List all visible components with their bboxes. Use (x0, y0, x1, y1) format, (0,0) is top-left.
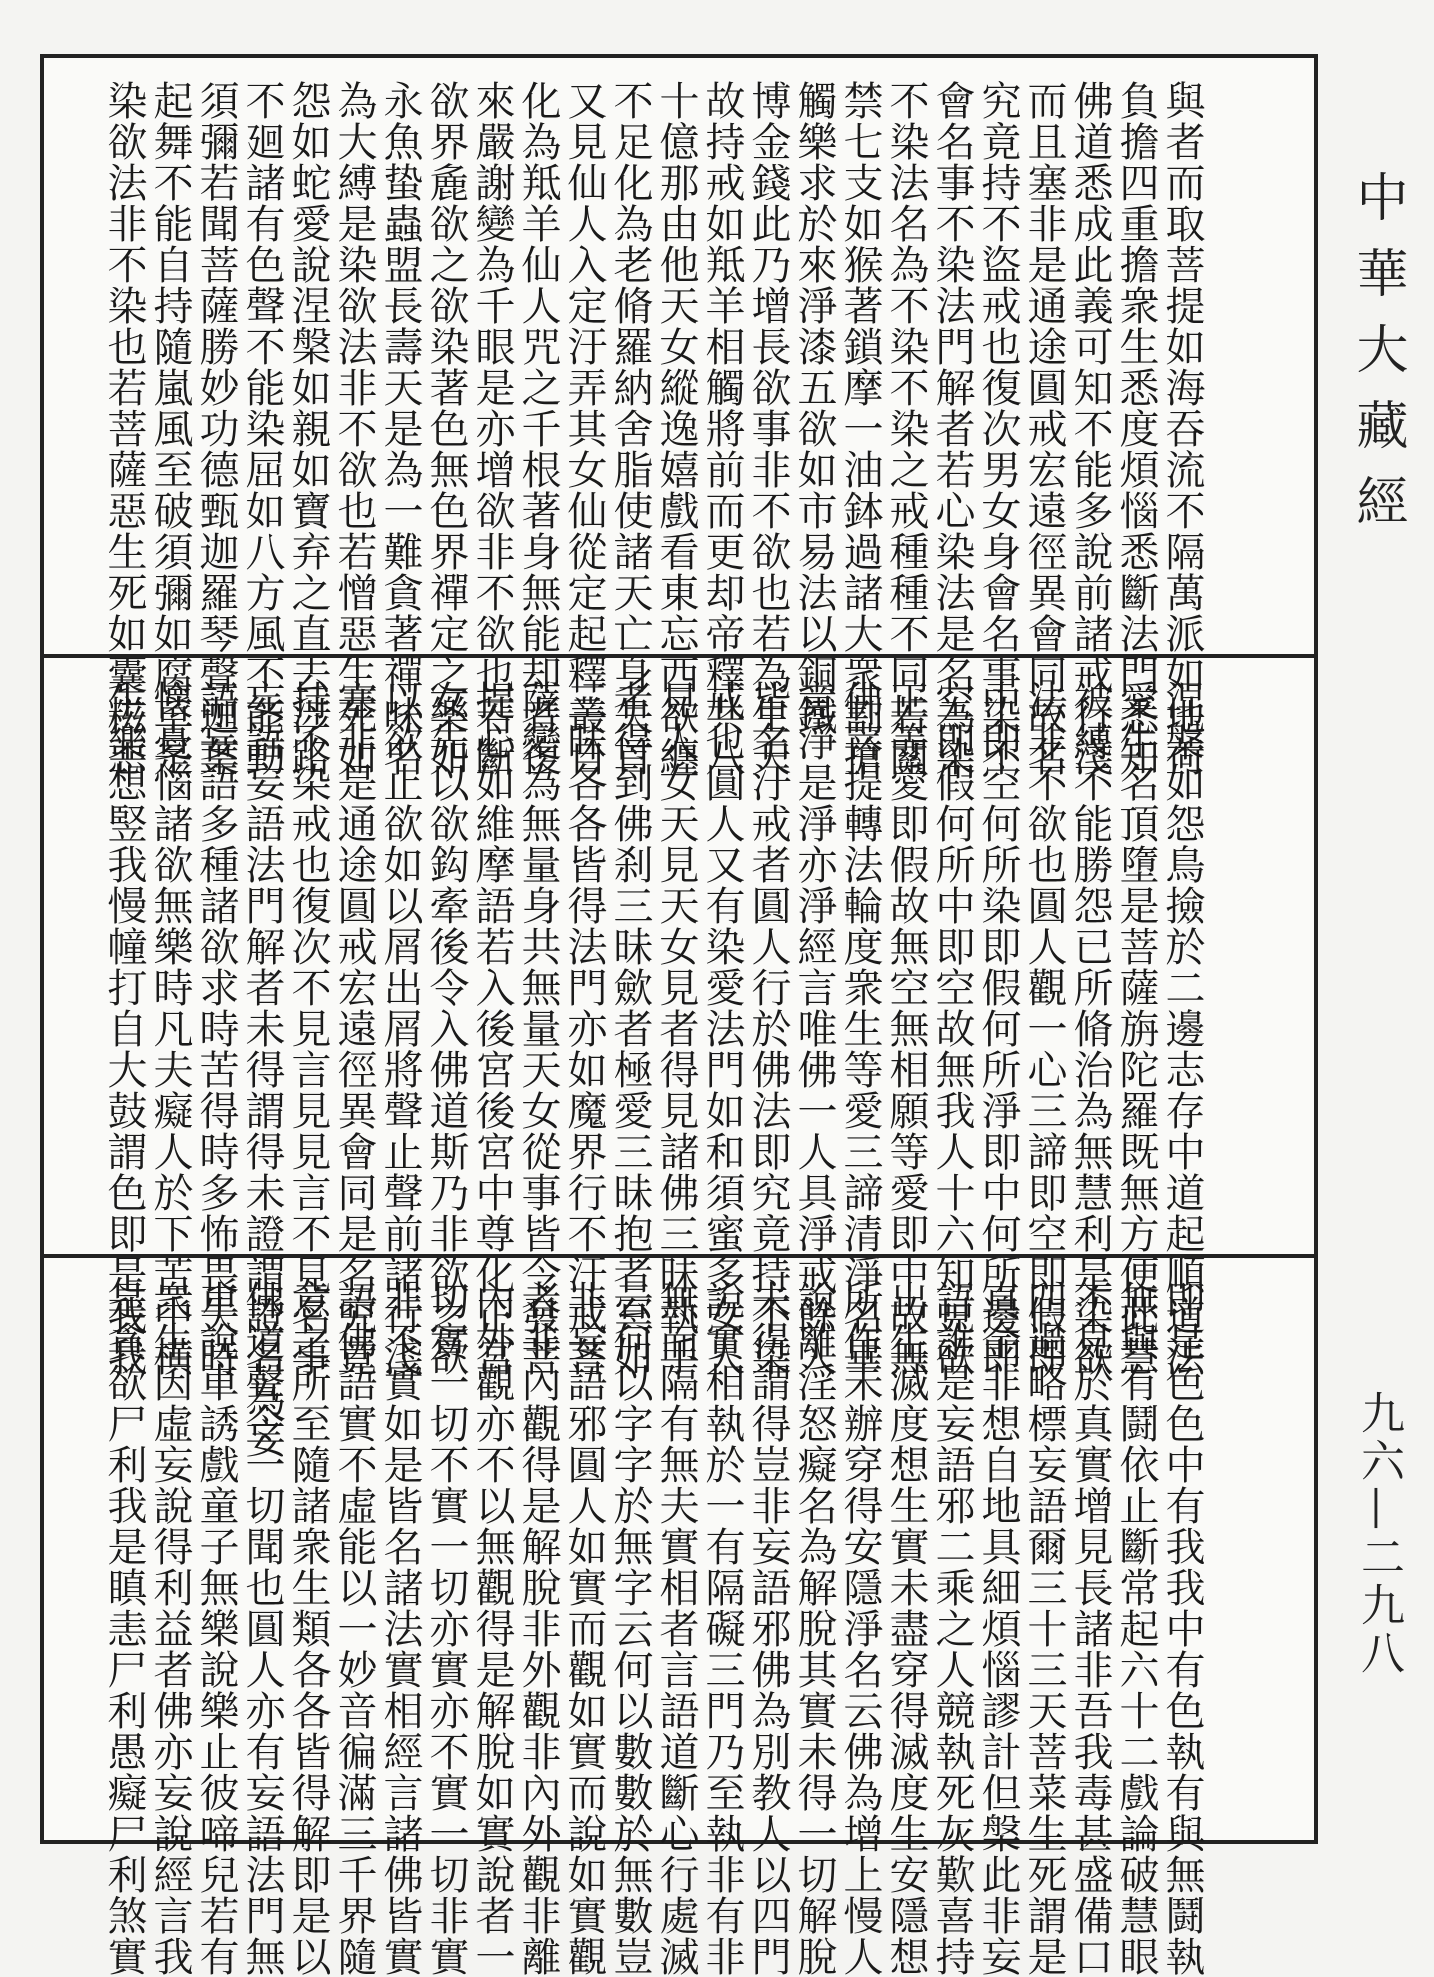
text-column: 內外觀亦不以無觀得是解脫如實說者一 (469, 1280, 515, 1977)
text-column: 以欲止欲如以屑出屑將聲止聲前諸行淺 (377, 680, 423, 1377)
text-column: 須彌若聞菩薩勝妙功德甄迦羅琴聲迦葉 (193, 80, 239, 777)
text-column: 者非內觀得是解脫非外觀非內外觀非離 (515, 1280, 561, 1977)
text-column: 說實相執於一有隔礙三門乃至執非有非 (699, 1280, 745, 1977)
text-column: 為大縛是染欲法非不欲也若憎惡生死如 (331, 80, 377, 777)
text-column: 不足化為老脩羅納舍脂使諸天亡身失首 (607, 80, 653, 777)
text-panel-3 (44, 1258, 1314, 1977)
text-column: 所作未辦穿得安隱淨名云佛為增上慢人 (837, 1280, 883, 1977)
text-column: 薩變為無量身共無量天女從事皆令發菩 (515, 680, 561, 1377)
text-column: 又見仙人入定汙弄其女仙從定起釋叢自 (561, 80, 607, 777)
text-column: 佛道悉成此義可知不能多說前諸戒行淺 (1067, 80, 1113, 777)
text-column: 見人女天見天女見者得見諸佛三昧執手 (653, 680, 699, 1377)
text-column: 提心如維摩語若入後宮後宮中尊化正宮 (469, 680, 515, 1377)
text-column: 塞非是通途圓戒宏遠徑異會同是名究竟 (331, 680, 377, 1377)
text-column: 涅槃如怨鳥撿於二邊志存中道起順道法 (1159, 680, 1205, 1377)
text-panel-2 (44, 658, 1314, 1459)
text-column: 出生滅度想生實未盡穿得滅度生安隱想 (883, 1280, 929, 1977)
text-column: 即是色色中有我我中有色執有與無鬪執 (1159, 1280, 1205, 1977)
text-column: 云何以字字於無字云何以數數於無數豈 (607, 1280, 653, 1977)
text-column: 非不實如是皆名諸法實相經言諸佛皆實 (377, 1280, 423, 1977)
text-column: 永魚蛰蟲盟長壽天是為一難貪著禪味名 (377, 80, 423, 777)
text-column: 欲界麁欲之欲染著色無色界禪定之樂如 (423, 80, 469, 777)
text-column: 正等愛即假故無空無相願等愛即中故無 (883, 680, 929, 1377)
text-column: 四過略標妄語爾三十三天菩菜生死謂是 (1021, 1280, 1067, 1977)
text-column: 而且塞非是通途圓戒宏遠徑異會同故名 (1021, 80, 1067, 777)
text-column: 博金錢此乃增長欲事非不欲也若為生天 (745, 80, 791, 777)
text-column: 是貪欲尸利我是瞋恚尸利愚癡尸利煞實 (101, 1280, 147, 1977)
text-column: 皆名汙戒者圓人行於佛法即究竟持不染 (745, 680, 791, 1377)
text-column: 生樂想竪我慢幢打自大鼓謂色即是我我 (101, 680, 147, 1377)
text-column: 起舞不能自持隨嵐風至破須彌如腐草是 (147, 80, 193, 777)
text-column: 佛菩提轉法輪度衆生等愛三諦清淨名畢 (837, 680, 883, 1377)
text-column: 女先以欲鈎牽後令入佛道斯乃非欲之欲 (423, 680, 469, 1377)
text-column: 妄語妄語法門解者未得謂得未證謂證名為妄 (239, 680, 285, 1459)
text-column: 被縛不能勝怨已所脩治為無慧利是染欲 (1067, 680, 1113, 1377)
page-number: 九六—二九八 (1353, 1390, 1404, 1678)
text-column: 法非不欲也圓人觀一心三諦即空即假即 (1021, 680, 1067, 1377)
text-column: 戒也圓人又有染愛法門如和須蜜多女人 (699, 680, 745, 1377)
collection-title: 中華大藏經 (1347, 170, 1407, 550)
text-column: 持不染戒也復次不見言見見言不見名事 (285, 680, 331, 1377)
text-column: 語誰是妄語邪二乘之人競執死灰歎喜持 (929, 1280, 975, 1977)
text-column: 車說車誘戲童子無樂說樂止彼啼兒若有 (193, 1280, 239, 1977)
text-column: 語佛語實不虛能以一妙音徧滿三千界隨 (331, 1280, 377, 1977)
text-column: 無與有鬪依止斷常起六十二戲論破慧眼 (1113, 1280, 1159, 1977)
text-column: 佛道聲令一切聞也圓人亦有妄語法門無 (239, 1280, 285, 1977)
text-column: 染欲法非不染也若菩薩惡生死如囊糍惡 (101, 80, 147, 777)
text-column: 語妄語多種諸欲求時苦得時多怖畏失時 (193, 680, 239, 1377)
text-column: 負擔四重擔衆生悉度煩惱悉斷法門悉知 (1113, 80, 1159, 777)
text-column: 者得到佛刹三昧歛者極愛三昧抱者冥如 (607, 680, 653, 1377)
text-column: 真金非想自地具細煩惱謬計但槃此非妄 (975, 1280, 1021, 1977)
text-column: 觸樂求於來淨漆五欲如市易法以銅鐵 (791, 80, 837, 736)
text-column: 意之所至隨諸衆生類各各皆得解即是以 (285, 1280, 331, 1977)
text-column: 與者而取菩提如海吞流不隔萬派如地荷 (1159, 80, 1205, 777)
text-column: 愛生名頂墮是菩薩旃陀羅既無方便此慧 (1113, 680, 1159, 1377)
text-column: 禁七支如猴著鎖摩一油鉢過諸大衆割搶 (837, 80, 883, 777)
text-column: 無而隔有無夫實相者言語道斷心行處滅 (653, 1280, 699, 1977)
text-column: 三昧各各皆得法門亦如魔界行不汙戒菩 (561, 680, 607, 1377)
text-column: 懷憂惱諸欲無樂時凡夫癡人於下苦中横 (147, 680, 193, 1377)
text-column: 非妄語邪圓人如實而觀如實而說如實觀 (561, 1280, 607, 1977)
text-column: 中即空何所染即假何所淨即中何所邊即 (975, 680, 1021, 1377)
text-column: 來嚴謝變為千眼是亦增欲非不欲也若斷 (469, 80, 515, 777)
text-column: 不廻諸有色聲不能染屈如八方風不能動 (239, 80, 285, 777)
text-panel-1 (44, 58, 1314, 777)
text-column: 切實一切不實一切亦實亦不實一切非實 (423, 1280, 469, 1977)
page-frame (40, 54, 1318, 1977)
text-column: 竟淨是淨亦淨經言唯佛一人具淨戒餘人 (791, 680, 837, 1377)
text-column: 十億那由他天女縱逸嬉戲看東忘西欲纏 (653, 80, 699, 777)
text-column: 化為羝羊仙人咒之千根著身無能却者復 (515, 80, 561, 777)
text-column: 故持戒如羝羊相觸將前而更却帝釋共八 (699, 80, 745, 777)
text-column: 不見於真實增見長諸非吾我毒甚盛備口 (1067, 1280, 1113, 1977)
text-column: 不染法名為不染不染之戒種種不同若關 (883, 80, 929, 777)
text-column: 會名事不染法門解者若心染法是名為染 (929, 80, 975, 777)
text-column: 未得謂得豈非妄語邪佛為別教人以四門 (745, 1280, 791, 1977)
text-column: 衆生因虛妄說得利益者佛亦妄說經言我 (147, 1280, 193, 1977)
text-column: 怨如蛇愛說涅槃如親如寶弃之直去涉路 (285, 80, 331, 777)
text-column: 空即假何所中即空故無我人十六知見欲 (929, 680, 975, 1377)
text-column: 說離淫怒癡名為解脫其實未得一切解脫 (791, 1280, 837, 1977)
text-column: 究竟持不盜戒也復次男女身會名事染不 (975, 80, 1021, 777)
